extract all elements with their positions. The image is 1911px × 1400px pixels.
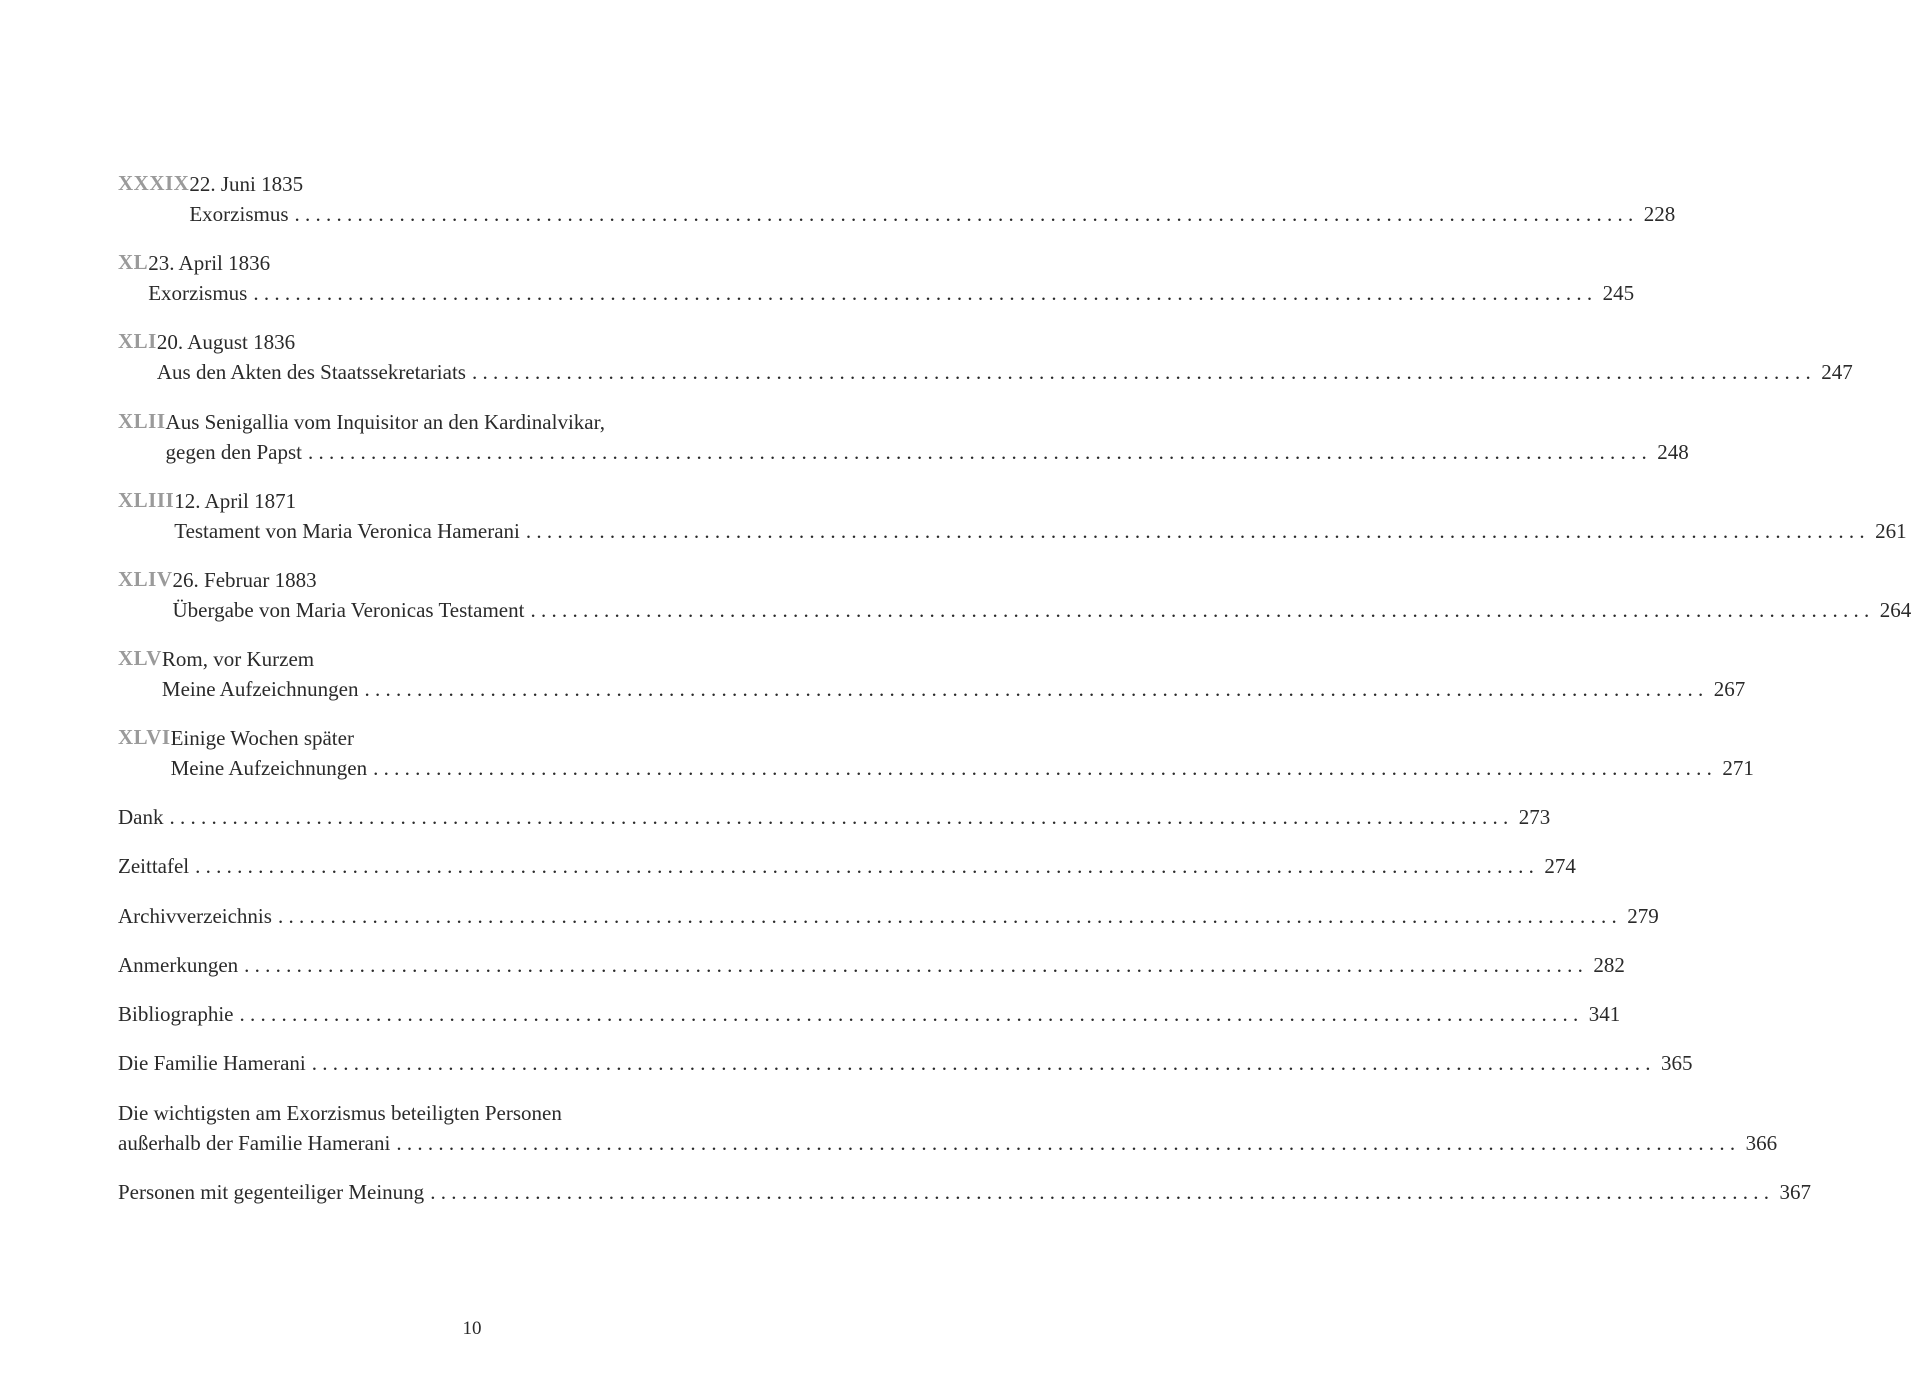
page-number: 267 <box>1713 677 1746 702</box>
chapter-date: 22. Juni 1835 <box>189 172 304 196</box>
page-number: 366 <box>1745 1130 1778 1155</box>
dot-leader <box>308 437 1647 467</box>
toc-chapter-entry[interactable] <box>118 644 1746 723</box>
dot-leader <box>253 278 1592 308</box>
dot-leader <box>364 674 1703 704</box>
entry-title: Dank <box>118 805 164 829</box>
toc-chapter-entry[interactable] <box>118 723 1754 802</box>
chapter-title: Testament von Maria Veronica Hamerani <box>174 518 520 543</box>
dot-leader <box>312 1048 1651 1078</box>
toc-chapter-entry[interactable] <box>118 407 1689 486</box>
page-number: 271 <box>1722 756 1754 781</box>
dot-leader <box>526 516 1865 546</box>
page-number: 245 <box>1602 281 1635 306</box>
chapter-list <box>118 169 1911 803</box>
chapter-title: Exorzismus <box>148 281 248 306</box>
entry-title-line: Die wichtigsten am Exorzismus beteiligten Personen <box>118 1100 562 1125</box>
toc-chapter-entry[interactable] <box>118 565 1911 644</box>
chapter-date: 26. Februar 1883 <box>172 567 317 592</box>
page-number: 274 <box>1544 854 1576 879</box>
toc-back-entry[interactable] <box>118 1048 1693 1097</box>
dot-leader <box>239 999 1578 1029</box>
dot-leader <box>295 199 1634 229</box>
entry-title: außerhalb der Familie Hamerani <box>118 1130 391 1155</box>
toc-chapter-entry[interactable] <box>118 169 1676 248</box>
page-number: 282 <box>1593 952 1625 977</box>
chapter-date: Einige Wochen später <box>170 726 354 751</box>
toc-chapter-entry[interactable] <box>118 486 1907 565</box>
toc-back-entry[interactable] <box>118 1177 1811 1226</box>
toc-back-entry[interactable] <box>118 901 1659 950</box>
dot-leader <box>430 1177 1769 1207</box>
chapter-date: 12. April 1871 <box>174 488 297 513</box>
chapter-title: Aus den Akten des Staatssekretariats <box>156 360 466 385</box>
toc-chapter-entry[interactable] <box>118 327 1853 406</box>
chapter-numeral: XLV <box>118 646 162 671</box>
chapter-numeral: XLIV <box>118 566 173 591</box>
chapter-subtitle: Aus Senigallia vom Inquisitor an den Kardinalvikar, <box>165 409 606 434</box>
chapter-numeral: XLIII <box>118 487 175 512</box>
dot-leader <box>278 901 1617 931</box>
dot-leader <box>472 357 1811 387</box>
toc-back-entry[interactable] <box>118 802 1551 851</box>
page-folio: 10 <box>462 1318 482 1339</box>
chapter-title: Meine Aufzeichnungen <box>170 756 368 781</box>
dot-leader <box>244 950 1583 980</box>
toc-back-entry[interactable] <box>118 1098 1778 1177</box>
page-number: 228 <box>1643 202 1676 226</box>
chapter-numeral: XLVI <box>118 725 171 750</box>
chapter-title: Meine Aufzeichnungen <box>161 677 359 702</box>
chapter-numeral: XXXIX <box>118 171 190 195</box>
entry-title: Die Familie Hamerani <box>118 1051 306 1076</box>
chapter-date: 20. August 1836 <box>156 330 296 355</box>
page-number: 247 <box>1821 360 1853 385</box>
page-number: 273 <box>1518 805 1551 829</box>
toc-back-entry[interactable] <box>118 851 1576 900</box>
page-number: 264 <box>1879 597 1911 622</box>
page-number: 367 <box>1779 1179 1811 1204</box>
page-number: 365 <box>1661 1051 1693 1076</box>
chapter-numeral: XLII <box>118 408 166 433</box>
dot-leader <box>170 802 1509 832</box>
back-matter-list <box>118 802 1811 1226</box>
chapter-title: Exorzismus <box>189 202 289 226</box>
toc-page <box>118 0 1911 1400</box>
page-number: 248 <box>1657 439 1689 464</box>
dot-leader <box>195 851 1534 881</box>
dot-leader <box>373 753 1712 783</box>
entry-title: Bibliographie <box>118 1002 234 1027</box>
entry-title: Zeittafel <box>118 854 190 879</box>
dot-leader <box>396 1128 1735 1158</box>
chapter-title: gegen den Papst <box>165 439 303 464</box>
page-number: 341 <box>1588 1002 1621 1027</box>
toc-back-entry[interactable] <box>118 999 1621 1048</box>
chapter-numeral: XLI <box>118 329 157 354</box>
chapter-title: Übergabe von Maria Veronicas Testament <box>172 597 525 622</box>
entry-title: Personen mit gegenteiliger Meinung <box>118 1179 425 1204</box>
toc-back-entry[interactable] <box>118 950 1625 999</box>
chapter-date: 23. April 1836 <box>148 251 271 276</box>
chapter-date: Rom, vor Kurzem <box>161 647 315 672</box>
entry-title: Archivverzeichnis <box>118 903 272 928</box>
toc-chapter-entry[interactable] <box>118 248 1635 327</box>
page-number: 279 <box>1627 903 1659 928</box>
page-number: 261 <box>1875 518 1907 543</box>
entry-title: Anmerkungen <box>118 952 239 977</box>
dot-leader <box>530 595 1869 625</box>
chapter-numeral: XL <box>118 250 149 275</box>
